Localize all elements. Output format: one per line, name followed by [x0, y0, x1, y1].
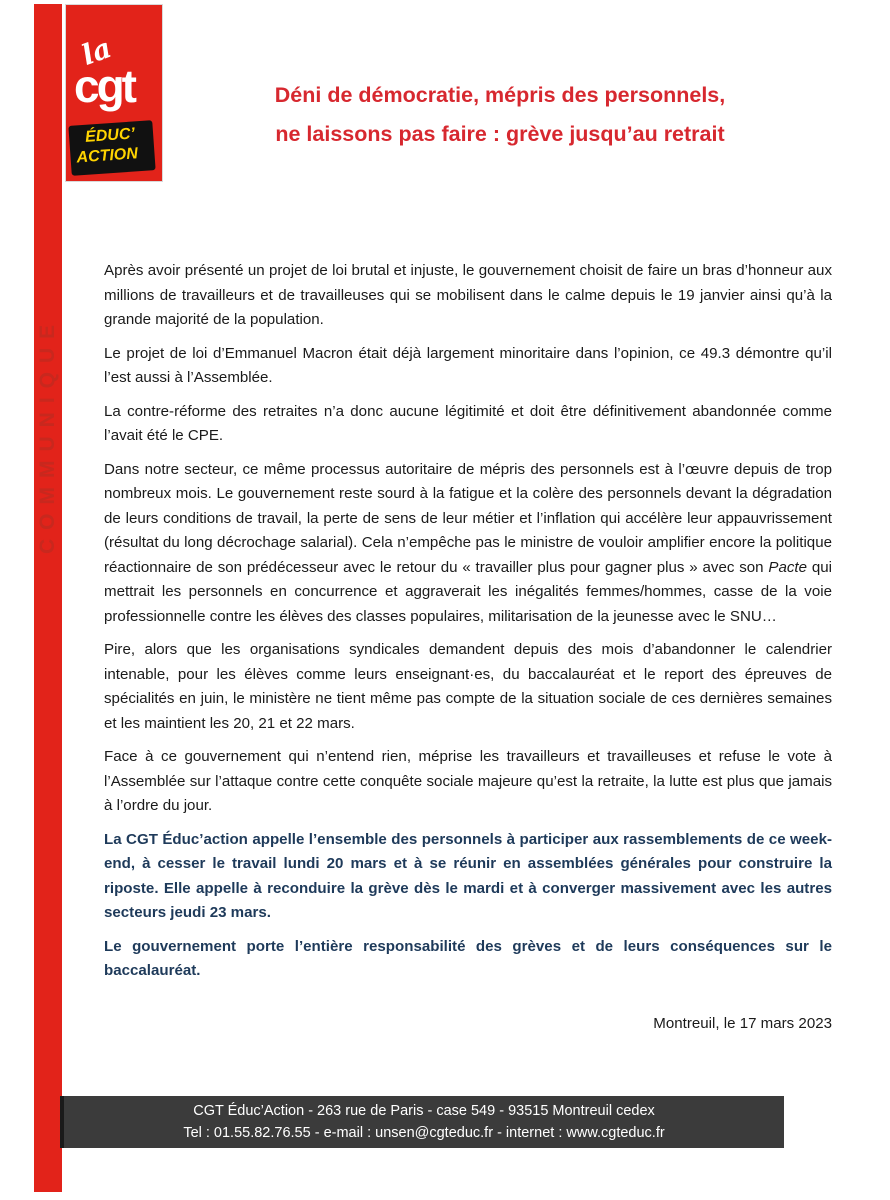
- logo-la-text: la: [77, 31, 116, 72]
- page-title: [200, 76, 800, 154]
- footer-contact: [60, 1096, 784, 1148]
- paragraph: La contre-réforme des retraites n’a donc aucune légitimité et doit être définitivement abandonnée comme l’avait été le CPE.: [104, 402, 832, 444]
- title-line-2: ne laissons pas faire : grève jusqu’au retrait: [275, 122, 725, 146]
- footer-contact-info: Tel : 01.55.82.76.55 - e-mail : unsen@cgteduc.fr - internet : www.cgteduc.fr: [183, 1125, 665, 1141]
- paragraph-sector-end: qui mettrait les personnels en concurrence et aggraverait les inégalités femmes/hommes, casse de la voie professionnelle contre les élèves des classes populaires, militarisation de la jeunesse avec le SNU…: [104, 558, 833, 625]
- logo-action-text: ACTION: [76, 145, 139, 167]
- title-line-1: Déni de démocratie, mépris des personnels,: [274, 83, 726, 107]
- responsibility-paragraph: Le gouvernement porte l’entière responsabilité des grèves et de leurs conséquences sur le baccalauréat.: [104, 937, 832, 979]
- communique-label: COMMUNIQUE: [36, 315, 59, 555]
- logo-educ-action-badge: [68, 120, 155, 176]
- logo-educ-text: ÉDUC’: [84, 125, 136, 146]
- signature-date: Montreuil, le 17 mars 2023: [653, 1014, 832, 1032]
- pacte-emphasis: Pacte: [768, 558, 808, 576]
- logo-cgt-text: cgt: [74, 60, 134, 112]
- footer-address: CGT Éduc’Action - 263 rue de Paris - case 549 - 93515 Montreuil cedex: [193, 1103, 655, 1119]
- paragraph: Le projet de loi d’Emmanuel Macron était déjà largement minoritaire dans l’opinion, ce 49.3 démontre qu’il l’est aussi à l’Assemblée.: [104, 344, 832, 386]
- paragraph: Pire, alors que les organisations syndicales demandent depuis des mois d’abandonner le calendrier intenable, pour les élèves comme leurs enseignant·es, du baccalauréat et le report des épreuves de spécialités en juin, le ministère ne tient même pas compte de la situation sociale de ces dernières semaines et les maintient les 20, 21 et 22 mars.: [104, 641, 832, 732]
- cgt-educ-action-logo: [65, 4, 163, 182]
- communique-body: [104, 259, 832, 1036]
- paragraph-sector: [104, 458, 832, 630]
- red-side-band: [34, 4, 62, 1192]
- paragraph-sector-start: Dans notre secteur, ce même processus autoritaire de mépris des personnels est à l’œuvre depuis de trop nombreux mois. Le gouvernement reste sourd à la fatigue et la colère des personnels devant la dégradation de leurs conditions de travail, la perte de sens de leur métier et l’inflation qui accélère leur appauvrissement (résultat du long décrochage salarial). Cela n’empêche pas le ministre de vouloir amplifier encore la politique réactionnaire de son prédécesseur avec le retour du « travailler plus pour gagner plus » avec son: [104, 460, 832, 576]
- paragraph: Après avoir présenté un projet de loi brutal et injuste, le gouvernement choisit de faire un bras d’honneur aux millions de travailleurs et de travailleuses qui se mobilisent dans le calme depuis le 19 janvier ainsi qu’à la grande majorité de la population.: [104, 262, 832, 328]
- paragraph: Face à ce gouvernement qui n’entend rien, méprise les travailleurs et travailleuses et refuse le vote à l’Assemblée sur l’attaque contre cette conquête sociale majeure qu’est la retraite, la lutte est plus que jamais à l’ordre du jour.: [104, 748, 832, 814]
- call-to-action-paragraph: La CGT Éduc’action appelle l’ensemble des personnels à participer aux rassemblements de ce week-end, à cesser le travail lundi 20 mars et à se réunir en assemblées générales pour construire la riposte. Elle appelle à reconduire la grève dès le mardi et à converger massivement avec les autres secteurs jeudi 23 mars.: [104, 830, 832, 921]
